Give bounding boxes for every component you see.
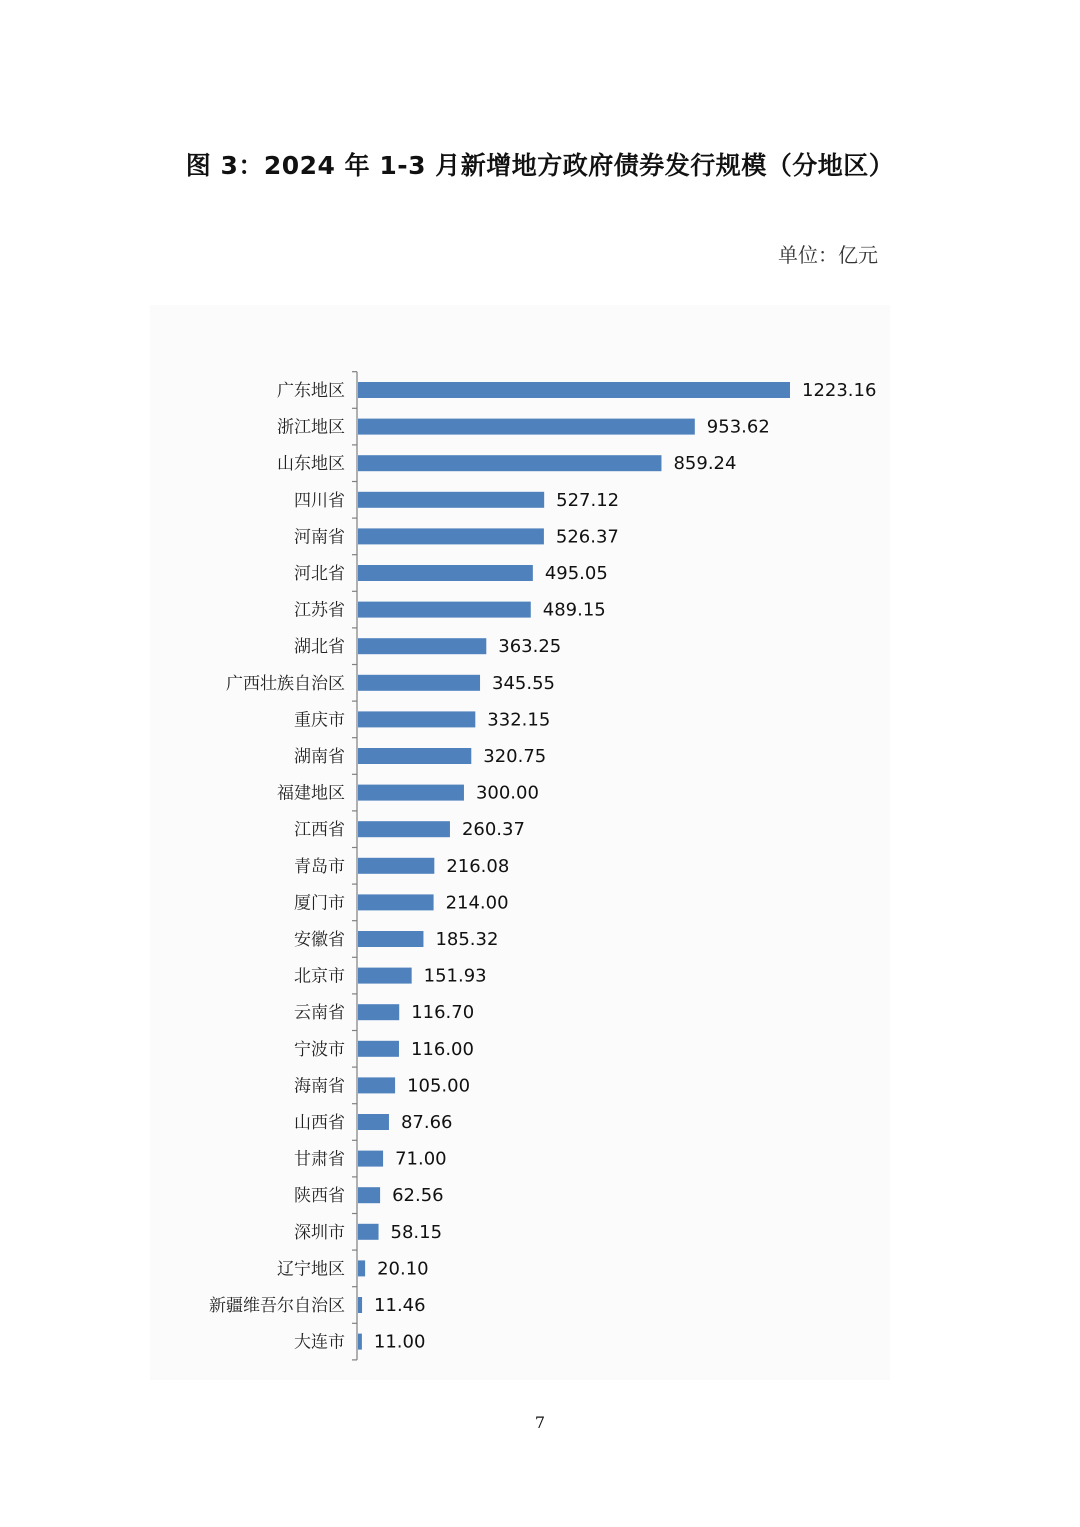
category-label: 青岛市 xyxy=(294,856,345,877)
bar xyxy=(358,675,480,691)
category-label: 大连市 xyxy=(294,1332,345,1353)
data-label: 87.66 xyxy=(400,1112,453,1133)
data-label: 151.93 xyxy=(423,965,487,987)
bar xyxy=(358,821,450,837)
category-label: 浙江地区 xyxy=(277,417,345,438)
category-label: 厦门市 xyxy=(294,893,345,914)
bar xyxy=(358,638,486,654)
bar xyxy=(358,785,464,801)
data-label: 185.32 xyxy=(435,929,499,950)
category-label: 云南省 xyxy=(294,1003,345,1024)
data-label: 953.62 xyxy=(706,416,770,438)
category-label: 湖南省 xyxy=(294,747,345,767)
category-label: 山东地区 xyxy=(277,454,345,475)
category-label: 河南省 xyxy=(294,527,345,548)
data-label: 1223.16 xyxy=(802,380,877,401)
data-label: 527.12 xyxy=(556,489,620,511)
data-label: 58.15 xyxy=(390,1221,443,1243)
category-label: 甘肃省 xyxy=(294,1149,345,1170)
bar xyxy=(358,382,790,398)
bar xyxy=(358,968,412,984)
data-label: 71.00 xyxy=(395,1148,447,1170)
data-label: 62.56 xyxy=(392,1185,444,1207)
page-title: 图 3：2024 年 1-3 月新增地方政府债券发行规模（分地区） xyxy=(185,151,895,180)
category-label: 广东地区 xyxy=(277,381,345,401)
category-label: 北京市 xyxy=(294,966,345,987)
bar xyxy=(358,602,531,618)
bar xyxy=(358,1151,383,1167)
data-label: 495.05 xyxy=(544,563,608,584)
bar xyxy=(358,492,544,508)
category-label: 辽宁地区 xyxy=(277,1259,345,1280)
bar xyxy=(358,1224,379,1240)
bar xyxy=(358,455,661,471)
data-label: 105.00 xyxy=(407,1075,471,1097)
bar xyxy=(358,565,533,581)
data-label: 300.00 xyxy=(475,782,539,804)
bar xyxy=(358,1260,365,1276)
bar xyxy=(358,931,423,947)
bar xyxy=(358,1334,362,1350)
category-label: 湖北省 xyxy=(294,637,345,658)
bar xyxy=(358,419,695,435)
data-label: 526.37 xyxy=(555,526,619,548)
data-label: 214.00 xyxy=(445,892,509,914)
category-label: 陕西省 xyxy=(294,1186,345,1207)
bar xyxy=(358,1297,362,1313)
category-label: 深圳市 xyxy=(294,1222,345,1243)
bar xyxy=(358,528,544,544)
data-label: 859.24 xyxy=(673,453,737,475)
chart-area xyxy=(150,305,890,1380)
bar-chart xyxy=(150,305,890,1380)
data-label: 260.37 xyxy=(461,819,525,841)
data-label: 320.75 xyxy=(483,746,547,767)
data-label: 11.00 xyxy=(373,1331,426,1353)
category-label: 新疆维吾尔自治区 xyxy=(209,1296,345,1316)
category-label: 宁波市 xyxy=(294,1039,345,1060)
category-label: 四川省 xyxy=(294,490,345,511)
category-label: 河北省 xyxy=(294,564,345,584)
data-label: 363.25 xyxy=(498,636,562,658)
category-label: 安徽省 xyxy=(294,930,345,950)
category-label: 广西壮族自治区 xyxy=(226,673,345,694)
bar xyxy=(358,1004,399,1020)
category-label: 江西省 xyxy=(294,820,345,841)
page-number: 7 xyxy=(534,1413,546,1432)
data-label: 116.70 xyxy=(411,1002,475,1024)
category-label: 江苏省 xyxy=(294,600,345,621)
bar xyxy=(358,1187,380,1203)
bar xyxy=(358,711,475,727)
bar xyxy=(358,1077,395,1093)
data-label: 11.46 xyxy=(374,1295,426,1316)
data-label: 216.08 xyxy=(446,855,510,877)
category-label: 福建地区 xyxy=(277,783,345,804)
unit-label: 单位：亿元 xyxy=(778,243,878,267)
data-label: 345.55 xyxy=(492,672,556,694)
data-label: 332.15 xyxy=(487,709,551,731)
bar xyxy=(358,894,434,910)
data-label: 20.10 xyxy=(377,1258,429,1280)
category-label: 重庆市 xyxy=(294,710,345,731)
data-label: 116.00 xyxy=(410,1038,474,1060)
bar xyxy=(358,1114,389,1130)
bar xyxy=(358,748,471,764)
category-label: 山西省 xyxy=(294,1113,345,1133)
bar xyxy=(358,858,434,874)
data-label: 489.15 xyxy=(542,599,606,621)
category-label: 海南省 xyxy=(294,1076,345,1097)
bar xyxy=(358,1041,399,1057)
